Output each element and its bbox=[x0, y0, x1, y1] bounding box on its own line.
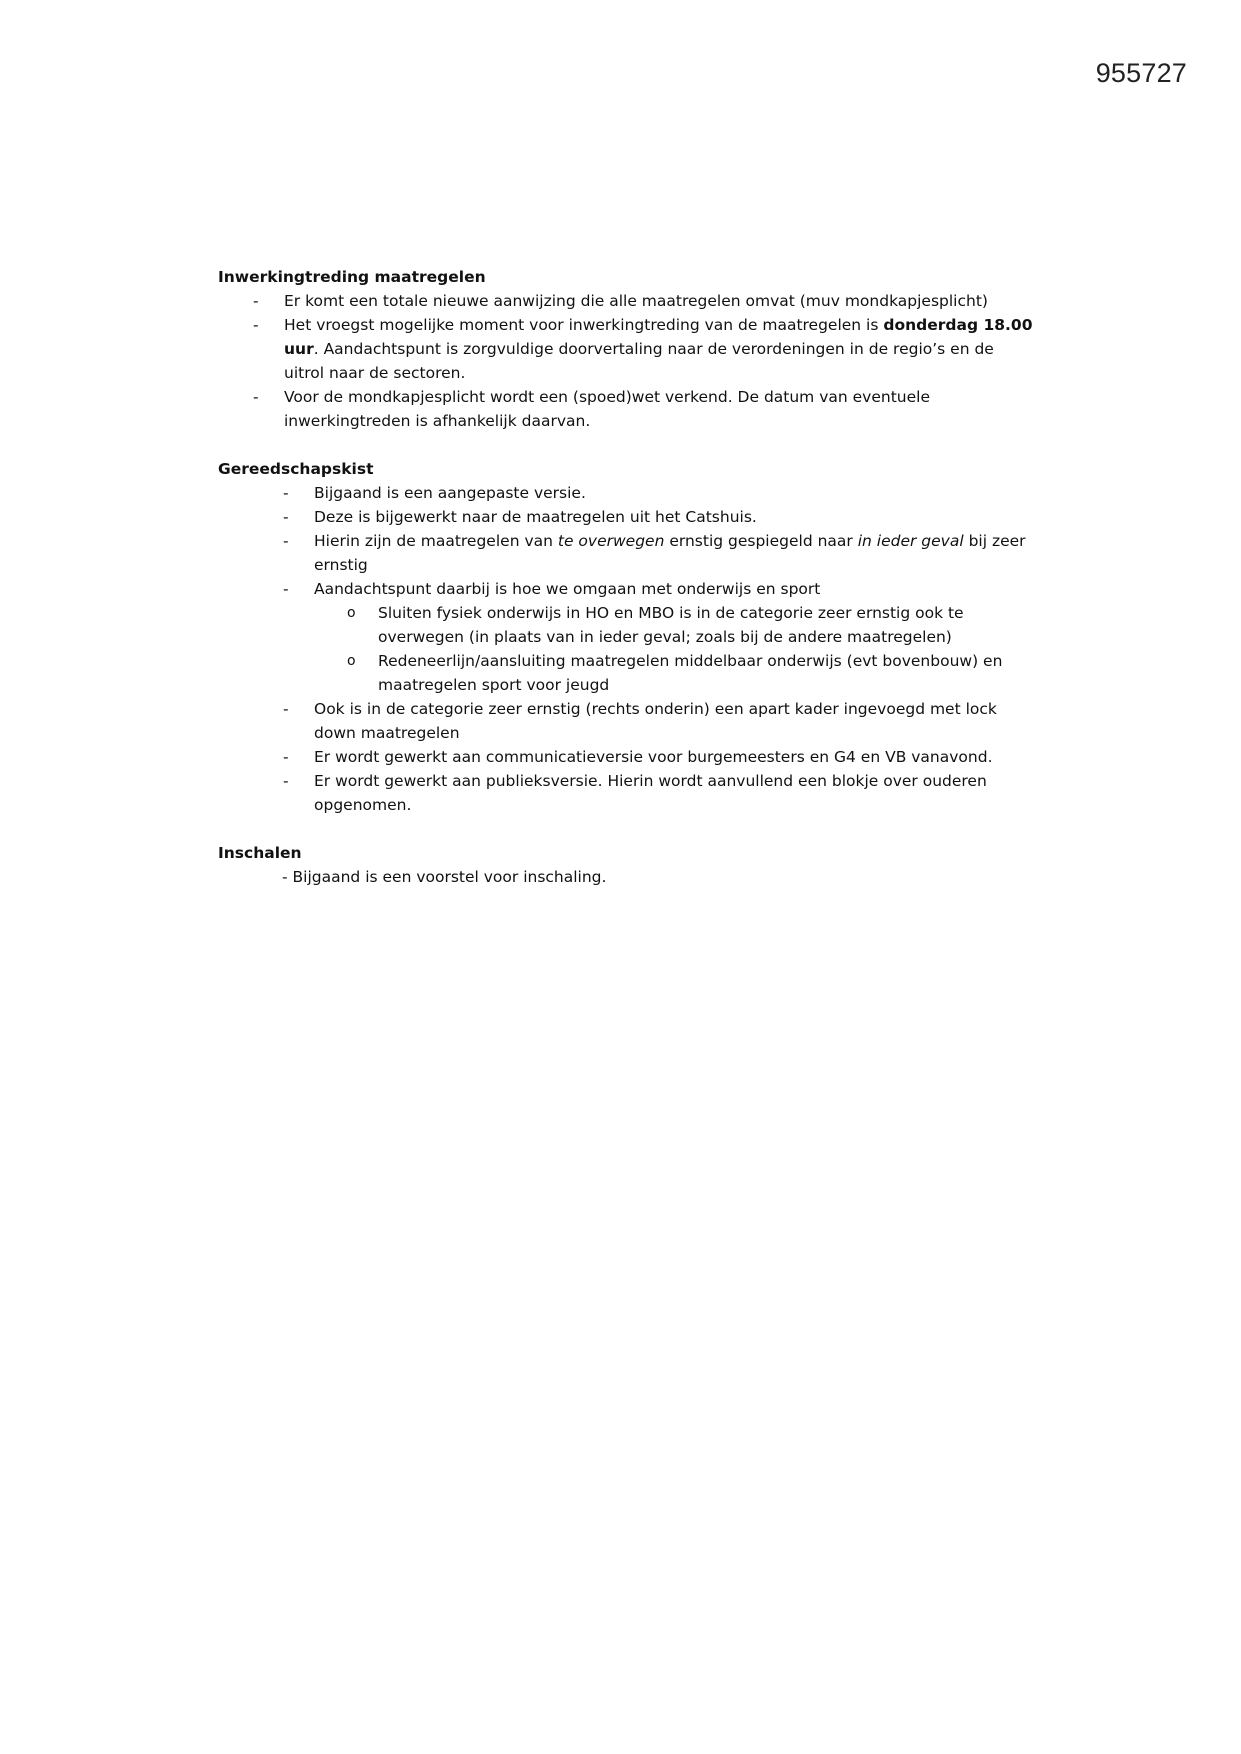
list-item bbox=[283, 769, 1038, 817]
bold-text: donderdag 18.00 uur bbox=[284, 316, 1033, 358]
italic-text: in ieder geval bbox=[857, 532, 964, 550]
sub-list-item-text: Redeneerlijn/aansluiting maatregelen middelbaar onderwijs (evt bovenbouw) en maatregelen sport voor jeugd bbox=[378, 652, 1003, 694]
list-item-text bbox=[284, 316, 1032, 382]
italic-text: te overwegen bbox=[557, 532, 665, 550]
bullet-list bbox=[218, 481, 1038, 817]
list-item-text: Deze is bijgewerkt naar de maatregelen uit het Catshuis. bbox=[314, 508, 757, 526]
section-heading: Inwerkingtreding maatregelen bbox=[218, 268, 486, 286]
page-number: 955727 bbox=[1095, 58, 1187, 88]
section-gereedschapskist bbox=[218, 457, 1038, 817]
dash-bullet: - bbox=[283, 508, 289, 526]
list-item bbox=[283, 481, 1038, 505]
list-item bbox=[283, 505, 1038, 529]
sub-list-item bbox=[347, 649, 1038, 697]
text-run: . Aandachtspunt is zorgvuldige doorvertaling naar de verordeningen in de regio’s en de uitrol naar de sectoren. bbox=[284, 340, 994, 382]
list-item-text: Er wordt gewerkt aan communicatieversie voor burgemeesters en G4 en VB vanavond. bbox=[314, 748, 993, 766]
bullet-list bbox=[218, 289, 1038, 433]
section-heading: Inschalen bbox=[218, 844, 302, 862]
list-item bbox=[283, 577, 1038, 697]
dash-bullet: - bbox=[283, 532, 289, 550]
list-item-text bbox=[314, 532, 1026, 574]
list-item bbox=[253, 313, 1038, 385]
list-item-text: Bijgaand is een aangepaste versie. bbox=[314, 484, 586, 502]
list-item bbox=[283, 529, 1038, 577]
section-heading: Gereedschapskist bbox=[218, 460, 374, 478]
dash-bullet: - bbox=[283, 748, 289, 766]
dash-bullet: - bbox=[283, 700, 289, 718]
dash-bullet: - bbox=[253, 292, 259, 310]
text-run: Het vroegst mogelijke moment voor inwerkingtreding van de maatregelen is bbox=[284, 316, 884, 334]
list-item bbox=[283, 745, 1038, 769]
list-item bbox=[253, 289, 1038, 313]
dash-bullet: - bbox=[283, 484, 289, 502]
list-item-text: Er komt een totale nieuwe aanwijzing die alle maatregelen omvat (muv mondkapjesplicht) bbox=[284, 292, 988, 310]
list-item-text: Voor de mondkapjesplicht wordt een (spoed)wet verkend. De datum van eventuele inwerkingtreden is afhankelijk daarvan. bbox=[284, 388, 930, 430]
text-run: ernstig gespiegeld naar bbox=[664, 532, 858, 550]
text-run: Hierin zijn de maatregelen van bbox=[314, 532, 558, 550]
dash-bullet: - bbox=[253, 388, 259, 406]
sub-bullet-list bbox=[314, 601, 1038, 697]
dash-bullet: - bbox=[283, 772, 289, 790]
circle-bullet: o bbox=[347, 605, 356, 621]
sub-list-item-text: Sluiten fysiek onderwijs in HO en MBO is in de categorie zeer ernstig ook te overwegen (in plaats van in ieder geval; zoals bij de andere maatregelen) bbox=[378, 604, 964, 646]
dash-bullet: - bbox=[283, 580, 289, 598]
circle-bullet: o bbox=[347, 653, 356, 669]
inschalen-line: - Bijgaand is een voorstel voor inschaling. bbox=[282, 868, 607, 886]
section-inwerkingtreding bbox=[218, 265, 1038, 433]
text-run: bij zeer ernstig bbox=[314, 532, 1026, 574]
list-item-text: Aandachtspunt daarbij is hoe we omgaan met onderwijs en sport bbox=[314, 580, 821, 598]
list-item-text: Er wordt gewerkt aan publieksversie. Hierin wordt aanvullend een blokje over ouderen opgenomen. bbox=[314, 772, 987, 814]
list-item bbox=[283, 697, 1038, 745]
section-inschalen bbox=[218, 841, 1038, 889]
dash-bullet: - bbox=[253, 316, 259, 334]
list-item bbox=[253, 385, 1038, 433]
sub-list-item bbox=[347, 601, 1038, 649]
list-item-text: Ook is in de categorie zeer ernstig (rechts onderin) een apart kader ingevoegd met lock down maatregelen bbox=[314, 700, 997, 742]
document-body bbox=[218, 265, 1038, 913]
